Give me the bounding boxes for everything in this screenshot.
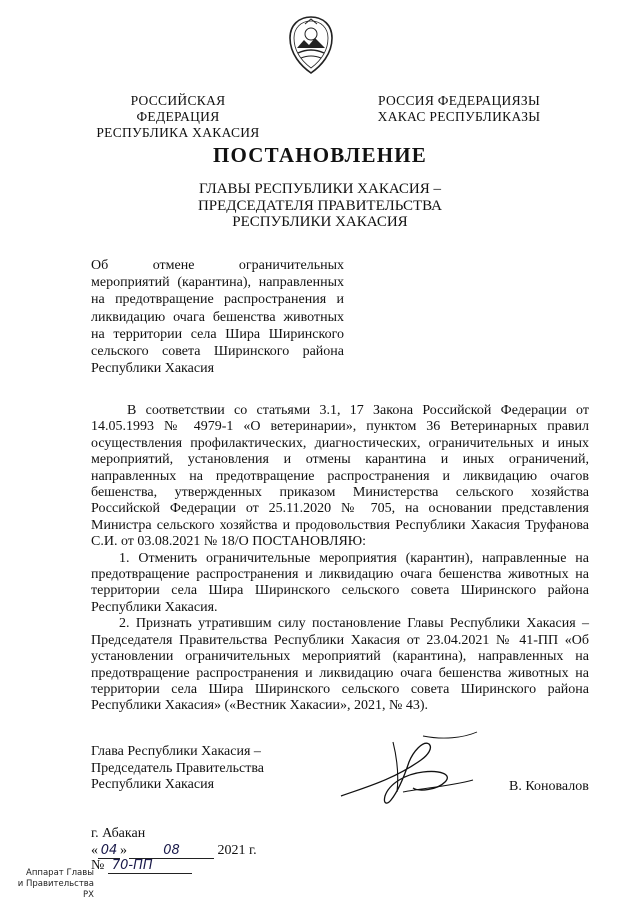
signatory-title-line2: Председатель Правительства xyxy=(91,760,264,776)
subject-first-line: Об отмене ограничительных xyxy=(91,258,344,273)
number-value: 70-ПП xyxy=(108,858,192,874)
issuer-line1: ГЛАВЫ РЕСПУБЛИКИ ХАКАСИЯ – xyxy=(198,181,442,197)
date-year: 2021 г. xyxy=(217,843,257,858)
date-close-quote: » xyxy=(120,843,127,858)
header-left-line1: РОССИЙСКАЯ ФЕДЕРАЦИЯ xyxy=(130,93,226,124)
header-left-line2: РЕСПУБЛИКА ХАКАСИЯ xyxy=(96,125,260,140)
date-open-quote: « xyxy=(91,843,98,858)
registration-stamp xyxy=(8,868,94,901)
document-date xyxy=(91,843,257,859)
issuer-block xyxy=(150,181,490,231)
document-type-title: ПОСТАНОВЛЕНИЕ xyxy=(212,143,428,167)
point-2-paragraph: 2. Признать утратившим силу постановление Главы Республики Хакасия – Председателя Правительства Республики Хакасия от 23.04.2021 № 41-ПП «Об установлении ограничительных мероприятий (карантина), направленных на предотвращение распространения и ликвидацию очага бешенства животных на территории села Шира Ширинского сельского совета Ширинского района Республики Хакасия» («Вестник Хакасии», 2021, № 43). xyxy=(91,616,589,714)
preamble-paragraph: В соответствии со статьями 3.1, 17 Закона Российской Федерации от 14.05.1993 № 4979-1 «О ветеринарии», пунктом 36 Ветеринарных правил осуществления профилактических, диагностических, ограничительных и иных мероприятий, установления и отмены карантина и иных ограничений, направленных на предотвращение распространения и ликвидацию очагов бешенства, утвержденных приказом Министерства сельского хозяйства Российской Федерации от 25.11.2020 № 705, на основании представления Министра сельского хозяйства и продовольствия Республики Хакасия Труфанова С.И. от 03.08.2021 № 18/О ПОСТАНОВЛЯЮ: xyxy=(91,403,589,550)
subject-block xyxy=(91,257,344,377)
issuer-line3: РЕСПУБЛИКИ ХАКАСИЯ xyxy=(232,214,408,230)
city: г. Абакан xyxy=(91,826,146,841)
stamp-line1: Аппарат Главы xyxy=(26,868,94,878)
header-right xyxy=(370,93,548,125)
date-month: 08 xyxy=(129,843,214,859)
signatory-title-line3: Республики Хакасия xyxy=(91,777,215,793)
stamp-line2: и Правительства РХ xyxy=(17,879,94,900)
point-1-paragraph: 1. Отменить ограничительные мероприятия (карантин), направленные на предотвращение распространения и ликвидацию очага бешенства животных на территории села Шира Ширинского сельского совета Ширинского района Республики Хакасия. xyxy=(91,550,589,615)
body-text xyxy=(91,403,589,715)
subject-text: мероприятий (карантина), направленных на предотвращение распространения и ликвидацию очага бешенства животных на территории села Шира Ширинского сельского совета Ширинского района Республики Хакасия xyxy=(91,275,344,377)
signer-name: В. Коновалов xyxy=(509,779,589,794)
signatory-title xyxy=(91,744,264,794)
header-left xyxy=(88,93,268,141)
coat-of-arms-icon xyxy=(282,14,340,76)
date-day: 04 xyxy=(98,843,120,859)
document-number xyxy=(91,858,192,874)
number-label: № xyxy=(91,858,105,873)
handwritten-signature-icon xyxy=(333,730,483,810)
header-right-line1: РОССИЯ ФЕДЕРАЦИЯЗЫ xyxy=(377,93,541,108)
header-right-line2: ХАКАС РЕСПУБЛИКАЗЫ xyxy=(377,109,541,124)
signatory-title-line1: Глава Республики Хакасия – xyxy=(91,744,261,759)
issuer-line2: ПРЕДСЕДАТЕЛЯ ПРАВИТЕЛЬСТВА xyxy=(197,197,443,214)
